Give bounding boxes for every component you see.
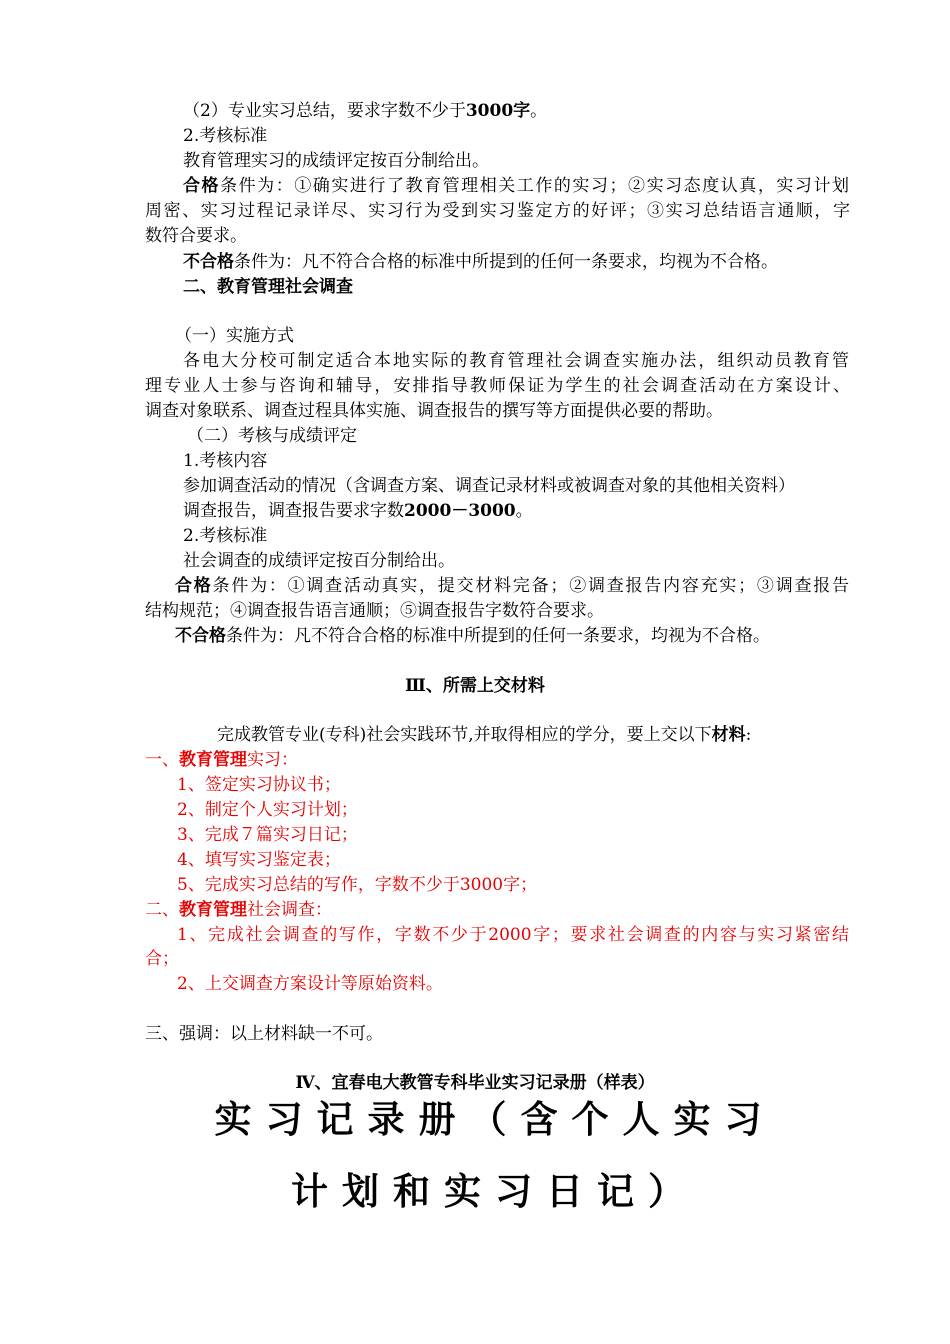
survey-pass-line2: 结构规范；④调查报告语言通顺；⑤调查报告字数符合要求。 — [145, 601, 604, 621]
list-item: 5、完成实习总结的写作，字数不少于3000字； — [177, 875, 538, 895]
item2-bold: 3000字 — [465, 101, 531, 121]
survey-grading: 社会调查的成绩评定按百分制给出。 — [183, 551, 455, 571]
list-item: 3、完成７篇实习日记； — [177, 825, 358, 845]
record-title-line2: 计划和实习日记） — [291, 1170, 699, 1213]
survey-assess-heading: （二）考核与成绩评定 — [187, 426, 357, 446]
internship-pass-line1: 合格条件为：①确实进行了教育管理相关工作的实习；②实习态度认真，实习计划 — [183, 176, 849, 196]
item2-post: 。 — [530, 101, 548, 121]
list-item: 1、完成社会调查的写作，字数不少于2000字；要求社会调查的内容与实习紧密结 — [177, 925, 849, 945]
pass-label: 合格 — [183, 176, 221, 196]
record-title-line1: 实习记录册（含个人实习 — [214, 1098, 776, 1141]
pass-label: 合格 — [175, 576, 213, 596]
report-word-count: 2000－3000 — [404, 501, 516, 521]
list-item-continuation: 合； — [145, 949, 179, 969]
survey-fail: 不合格条件为：凡不符合合格的标准中所提到的任何一条要求，均视为不合格。 — [175, 626, 770, 646]
item2-text: （2）专业实习总结，要求字数不少于 — [183, 101, 466, 121]
survey-method-heading: （一）实施方式 — [175, 326, 294, 346]
survey-content-line1: 参加调查活动的情况（含调查方案、调查记录材料或被调查对象的其他相关资料） — [183, 476, 795, 496]
list-item: 1、签定实习协议书； — [177, 775, 341, 795]
materials-heading: Ⅲ、所需上交材料 — [405, 676, 545, 696]
materials-intro: 完成教管专业(专科)社会实践环节,并取得相应的学分，要上交以下材料: — [217, 725, 752, 745]
survey-method-line3: 调查对象联系、调查过程具体实施、调查报告的撰写等方面提供必要的帮助。 — [145, 401, 723, 421]
survey-pass-line1: 合格条件为：①调查活动真实，提交材料完备；②调查报告内容充实；③调查报告 — [175, 576, 849, 596]
internship-fail: 不合格条件为：凡不符合合格的标准中所提到的任何一条要求，均视为不合格。 — [183, 252, 778, 272]
materials-emphasis: 三、强调：以上材料缺一不可。 — [145, 1024, 383, 1044]
internship-grading: 教育管理实习的成绩评定按百分制给出。 — [183, 151, 489, 171]
survey-content-heading: 1.考核内容 — [183, 451, 268, 471]
internship-item-2 — [183, 99, 547, 123]
list-item: 4、填写实习鉴定表； — [177, 850, 341, 870]
materials-section-2-heading: 二、教育管理社会调查： — [145, 900, 332, 920]
survey-report-requirement: 调查报告，调查报告要求字数2000－3000。 — [183, 501, 533, 521]
materials-section-1-heading: 一、教育管理实习： — [145, 750, 298, 770]
fail-label: 不合格 — [183, 252, 234, 272]
record-heading: Ⅳ、宜春电大教管专科毕业实习记录册（样表） — [295, 1073, 655, 1093]
internship-criteria-heading: 2.考核标准 — [183, 126, 268, 146]
fail-label: 不合格 — [175, 626, 226, 646]
internship-pass-line3: 数符合要求。 — [145, 226, 247, 246]
list-item: 2、制定个人实习计划； — [177, 800, 358, 820]
internship-pass-line2: 周密、实习过程记录详尽、实习行为受到实习鉴定方的好评；③实习总结语言通顺，字 — [145, 201, 850, 221]
list-item: 2、上交调查方案设计等原始资料。 — [177, 974, 443, 994]
survey-heading: 二、教育管理社会调查 — [183, 277, 353, 297]
survey-method-line2: 理专业人士参与咨询和辅导，安排指导教师保证为学生的社会调查活动在方案设计、 — [145, 376, 850, 396]
survey-method-line1: 各电大分校可制定适合本地实际的教育管理社会调查实施办法，组织动员教育管 — [183, 351, 849, 371]
survey-criteria-heading: 2.考核标准 — [183, 526, 268, 546]
